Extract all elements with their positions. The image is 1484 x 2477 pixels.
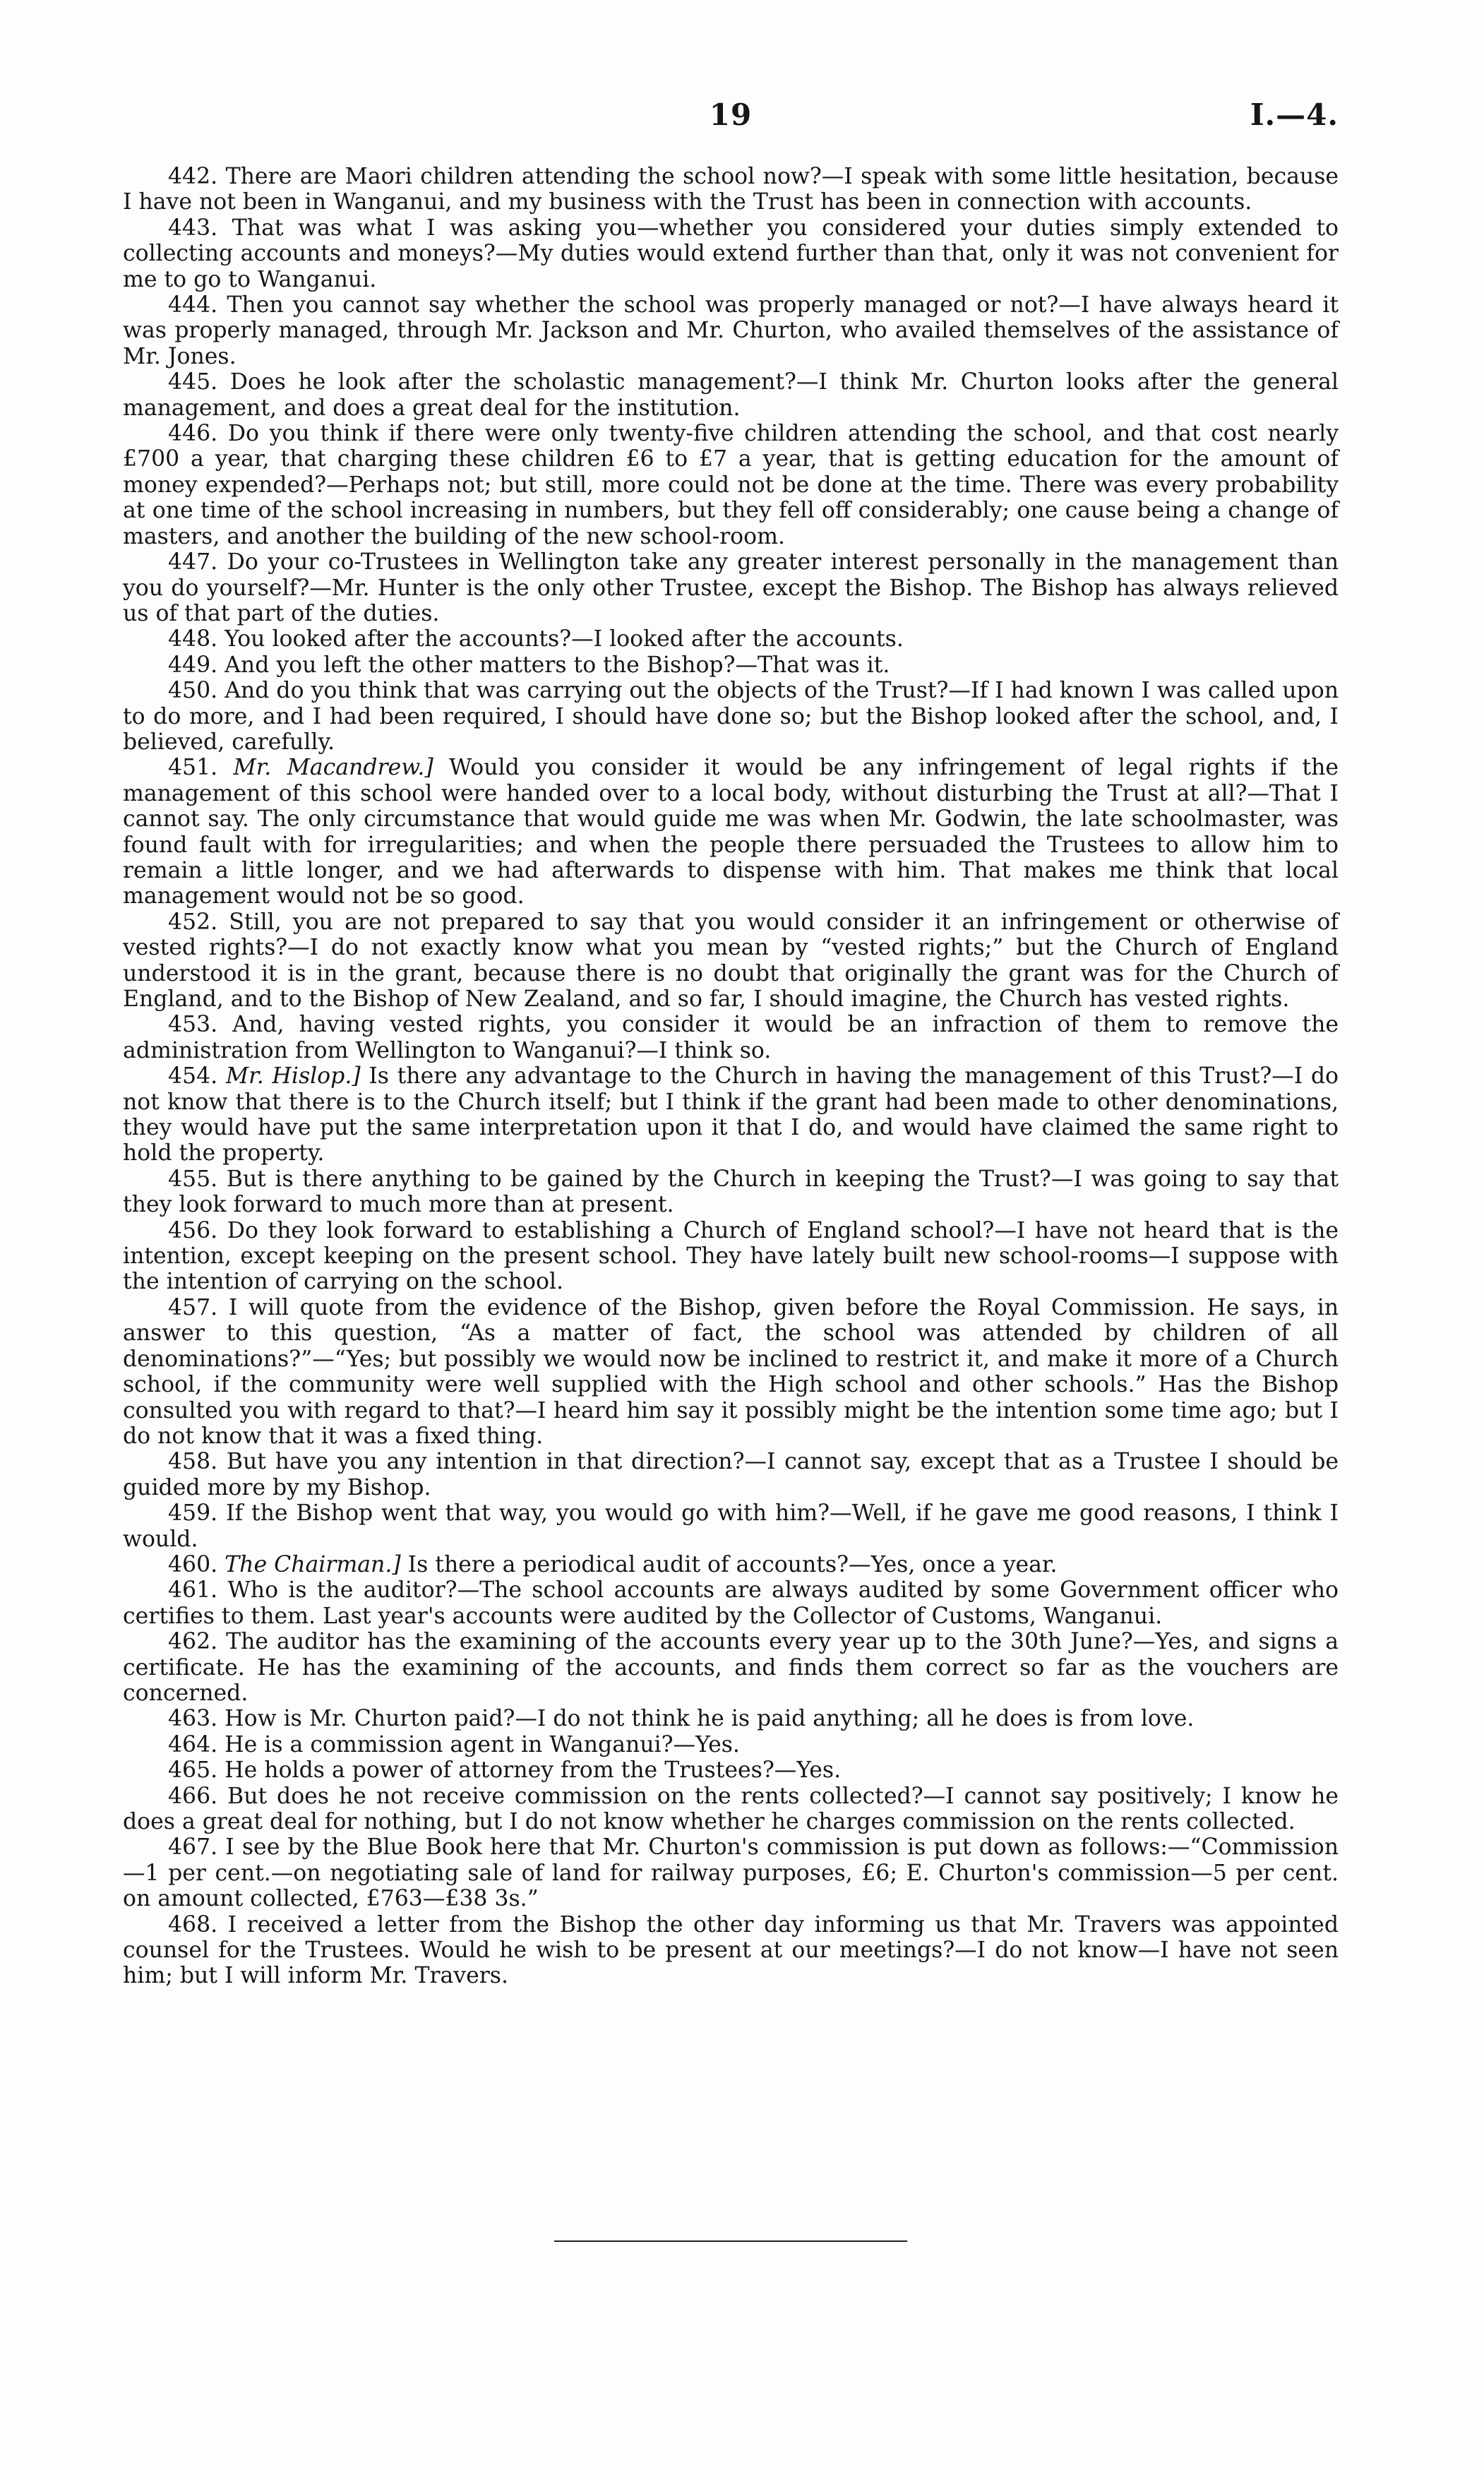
evidence-paragraph bbox=[123, 421, 1339, 549]
evidence-paragraph bbox=[123, 652, 1339, 678]
evidence-paragraph bbox=[123, 292, 1339, 369]
question-number: 446. bbox=[168, 421, 218, 447]
speaker-label: Mr. Hislop.] bbox=[225, 1063, 361, 1090]
question-number: 468. bbox=[168, 1911, 218, 1938]
question-number: 467. bbox=[168, 1834, 218, 1861]
question-text: If the Bishop went that way, you would go with him?—Well, if he gave me good reasons, I think I would. bbox=[123, 1500, 1339, 1552]
question-text: Is there a periodical audit of accounts?—Yes, once a year. bbox=[407, 1551, 1058, 1577]
page-number: 19 bbox=[709, 97, 753, 132]
question-number: 449. bbox=[168, 652, 218, 678]
question-text: Who is the auditor?—The school accounts are always audited by some Government officer who certifies to them. Last year's accounts were audited by the Collector of Customs, Wanganui. bbox=[123, 1577, 1339, 1629]
question-text: Do you think if there were only twenty-five children attending the school, and that cost nearly £700 a year, that charging these children £6 to £7 a year, that is getting education for the amount of money expended?—Perhaps not; but still, more could not be done at the time. There was every probability at one time of the school increasing in numbers, but they fell off considerably; one cause being a change of masters, and another the building of the new school-room. bbox=[123, 421, 1339, 549]
evidence-paragraph bbox=[123, 909, 1339, 1013]
question-text: I will quote from the evidence of the Bishop, given before the Royal Commission. He says, in answer to this question, “As a matter of fact, the school was attended by children of all denominations?”—“Yes; but possibly we would now be inclined to restrict it, and make it more of a Church school, if the community were well supplied with the High school and other schools.” Has the Bishop consulted you with regard to that?—I heard him say it possibly might be the intention some time ago; but I do not know that it was a fixed thing. bbox=[123, 1294, 1339, 1449]
question-text: You looked after the accounts?—I looked after the accounts. bbox=[225, 626, 904, 652]
question-text: But is there anything to be gained by the Church in keeping the Trust?—I was going to say that they look forward to much more than at present. bbox=[123, 1166, 1339, 1218]
question-text: Does he look after the scholastic management?—I think Mr. Churton looks after the general management, and does a great deal for the institution. bbox=[123, 369, 1339, 421]
question-number: 443. bbox=[168, 215, 218, 241]
evidence-paragraph bbox=[123, 1706, 1339, 1731]
evidence-paragraph bbox=[123, 164, 1339, 215]
question-text: There are Maori children attending the school now?—I speak with some little hesitation, because I have not been in Wanganui, and my business with the Trust has been in connection with accounts. bbox=[123, 164, 1339, 215]
question-number: 453. bbox=[168, 1012, 218, 1038]
question-text: Do your co-Trustees in Wellington take any greater interest personally in the management than you do yourself?—Mr. Hunter is the only other Trustee, except the Bishop. The Bishop has always relieved us of that part of the duties. bbox=[123, 549, 1339, 626]
evidence-paragraph bbox=[123, 1063, 1339, 1166]
question-number: 448. bbox=[168, 626, 218, 652]
speaker-label: The Chairman.] bbox=[225, 1551, 401, 1577]
question-number: 456. bbox=[168, 1217, 218, 1243]
evidence-paragraph bbox=[123, 1577, 1339, 1629]
question-number: 447. bbox=[168, 549, 218, 575]
question-number: 461. bbox=[168, 1577, 218, 1604]
question-text: Do they look forward to establishing a Church of England school?—I have not heard that is the intention, except keeping on the present school. They have lately built new school-rooms—I suppose with the intention of carrying on the school. bbox=[123, 1217, 1339, 1295]
evidence-paragraph bbox=[123, 1784, 1339, 1835]
evidence-paragraph bbox=[123, 1218, 1339, 1295]
question-number: 444. bbox=[168, 292, 218, 318]
evidence-paragraph bbox=[123, 1732, 1339, 1757]
question-text: I see by the Blue Book here that Mr. Churton's commission is put down as follows:—“Commission—1 per cent.—on negotiating sale of land for railway purposes, £6; E. Churton's commission—5 per cent. on amount collected, £763—£38 3s.” bbox=[123, 1834, 1339, 1912]
question-text: How is Mr. Churton paid?—I do not think he is paid anything; all he does is from love. bbox=[225, 1706, 1195, 1732]
question-text: But have you any intention in that direction?—I cannot say, except that as a Trustee I should be guided more by my Bishop. bbox=[123, 1449, 1339, 1500]
question-text: The auditor has the examining of the accounts every year up to the 30th June?—Yes, and signs a certificate. He has the examining of the accounts, and finds them correct so far as the vouchers are concerned. bbox=[123, 1629, 1339, 1706]
evidence-paragraph bbox=[123, 1295, 1339, 1449]
question-text: Is there any advantage to the Church in having the management of this Trust?—I do not know that there is to the Church itself; but I think if the grant had been made to other denominations, they would have put the same interpretation upon it that I do, and would have claimed the same right to hold the property. bbox=[123, 1063, 1339, 1166]
closing-rule bbox=[554, 2240, 907, 2242]
evidence-paragraph bbox=[123, 1629, 1339, 1706]
question-number: 450. bbox=[168, 678, 218, 704]
evidence-paragraph bbox=[123, 1757, 1339, 1783]
question-number: 458. bbox=[168, 1449, 218, 1475]
question-number: 452. bbox=[168, 909, 218, 935]
question-text: And do you think that was carrying out the objects of the Trust?—If I had known I was called upon to do more, and I had been required, I should have done so; but the Bishop looked after the school, and, I believed, carefully. bbox=[123, 678, 1339, 755]
speaker-label: Mr. Macandrew.] bbox=[233, 755, 433, 781]
question-text: And, having vested rights, you consider it would be an infraction of them to remove the administration from Wellington to Wanganui?—I think so. bbox=[123, 1012, 1339, 1063]
evidence-paragraph bbox=[123, 1912, 1339, 1989]
question-number: 462. bbox=[168, 1629, 218, 1655]
question-number: 466. bbox=[168, 1783, 218, 1809]
question-text: And you left the other matters to the Bishop?—That was it. bbox=[225, 652, 890, 678]
question-number: 457. bbox=[168, 1294, 218, 1320]
evidence-paragraph bbox=[123, 215, 1339, 292]
question-number: 451. bbox=[168, 755, 218, 781]
question-text: I received a letter from the Bishop the other day informing us that Mr. Travers was appointed counsel for the Trustees. Would he wish to be present at our meetings?—I do not know—I have not seen him; but I will inform Mr. Travers. bbox=[123, 1911, 1339, 1989]
evidence-paragraph bbox=[123, 678, 1339, 755]
question-text: Would you consider it would be any infringement of legal rights if the management of this school were handed over to a local body, without disturbing the Trust at all?—That I cannot say. The only circumstance that would guide me was when Mr. Godwin, the late schoolmaster, was found fault with for irregularities; and when the people there persuaded the Trustees to allow him to remain a little longer, and we had afterwards to dispense with him. That makes me think that local management would not be so good. bbox=[123, 755, 1339, 909]
evidence-paragraph bbox=[123, 1834, 1339, 1911]
evidence-text bbox=[123, 164, 1339, 1989]
question-text: He is a commission agent in Wanganui?—Yes. bbox=[225, 1731, 740, 1757]
document-reference: I.—4. bbox=[1250, 97, 1339, 132]
question-number: 459. bbox=[168, 1500, 218, 1527]
evidence-paragraph bbox=[123, 369, 1339, 421]
question-number: 445. bbox=[168, 369, 218, 395]
evidence-paragraph bbox=[123, 1500, 1339, 1552]
page-header bbox=[123, 97, 1339, 140]
question-text: That was what I was asking you—whether you considered your duties simply extended to collecting accounts and moneys?—My duties would extend further than that, only it was not convenient for me to go to Wanganui. bbox=[123, 215, 1339, 292]
question-number: 463. bbox=[168, 1706, 218, 1732]
evidence-paragraph bbox=[123, 755, 1339, 909]
question-number: 465. bbox=[168, 1757, 218, 1784]
evidence-paragraph bbox=[123, 549, 1339, 626]
question-text: He holds a power of attorney from the Trustees?—Yes. bbox=[225, 1757, 842, 1784]
question-number: 460. bbox=[168, 1551, 218, 1577]
question-number: 464. bbox=[168, 1731, 218, 1757]
question-number: 442. bbox=[168, 164, 218, 189]
evidence-paragraph bbox=[123, 1552, 1339, 1577]
question-text: Still, you are not prepared to say that you would consider it an infringement or otherwise of vested rights?—I do not exactly know what you mean by “vested rights;” but the Church of England understood it is in the grant, because there is no doubt that originally the grant was for the Church of England, and to the Bishop of New Zealand, and so far, I should imagine, the Church has vested rights. bbox=[123, 909, 1339, 1012]
question-text: But does he not receive commission on the rents collected?—I cannot say positively; I know he does a great deal for nothing, but I do not know whether he charges commission on the rents collected. bbox=[123, 1783, 1339, 1834]
question-number: 455. bbox=[168, 1166, 218, 1192]
evidence-paragraph bbox=[123, 1166, 1339, 1218]
question-number: 454. bbox=[168, 1063, 218, 1090]
evidence-paragraph bbox=[123, 1449, 1339, 1500]
question-text: Then you cannot say whether the school was properly managed or not?—I have always heard it was properly managed, through Mr. Jackson and Mr. Churton, who availed themselves of the assistance of Mr. Jones. bbox=[123, 292, 1339, 369]
evidence-paragraph bbox=[123, 1012, 1339, 1063]
evidence-paragraph bbox=[123, 626, 1339, 652]
